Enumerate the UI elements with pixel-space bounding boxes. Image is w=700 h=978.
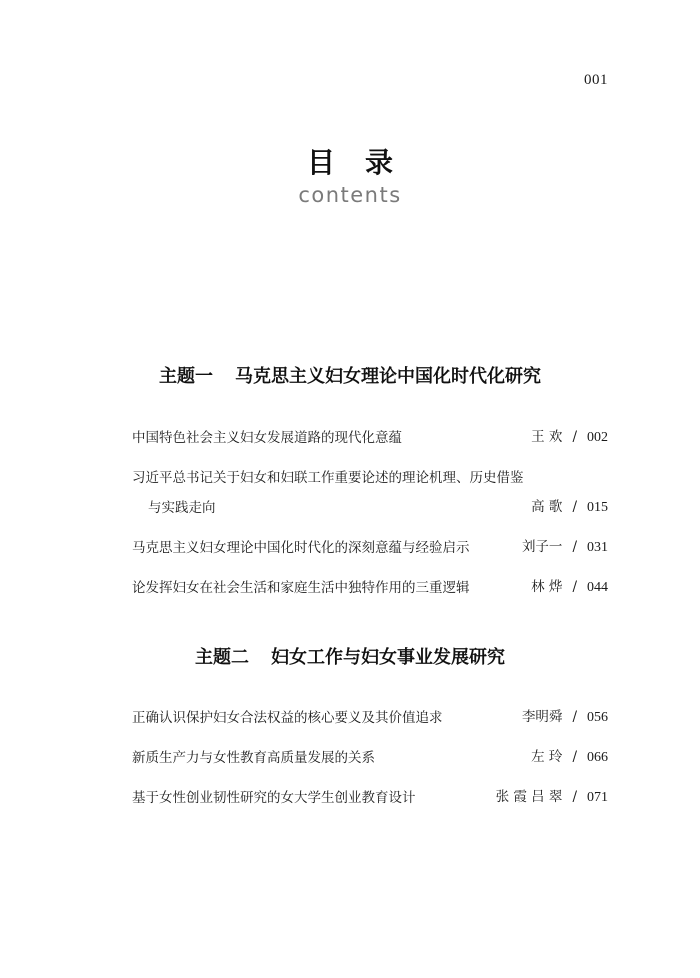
entry-author: 左 玲 [531, 749, 563, 765]
entry-separator: / [572, 749, 577, 765]
entry-meta [531, 497, 608, 518]
entry-separator: / [572, 789, 577, 805]
entry-title: 基于女性创业韧性研究的女大学生创业教育设计 [132, 790, 416, 806]
entry-author: 张 霞 吕 翠 [495, 789, 563, 805]
entry-meta [531, 427, 608, 448]
toc-entry[interactable] [132, 748, 608, 768]
toc-title-block [0, 146, 700, 208]
section-heading [0, 364, 700, 390]
toc-entry-list [132, 708, 608, 828]
entry-author: 林 烨 [531, 579, 563, 595]
section-name: 马克思主义妇女理论中国化时代化研究 [235, 366, 541, 387]
entry-title: 论发挥妇女在社会生活和家庭生活中独特作用的三重逻辑 [132, 580, 470, 596]
entry-page: 031 [587, 540, 608, 555]
entry-separator: / [572, 709, 577, 725]
entry-title-continued: 与实践走向 [148, 500, 216, 516]
entry-meta [531, 747, 608, 768]
entry-meta [531, 577, 608, 598]
entry-separator: / [572, 499, 577, 515]
toc-entry[interactable] [132, 538, 608, 558]
entry-author: 高 歌 [531, 499, 563, 515]
entry-author: 王 欢 [531, 429, 563, 445]
entry-author: 刘子一 [521, 539, 563, 555]
toc-entry[interactable] [132, 468, 608, 518]
entry-page: 044 [587, 580, 608, 595]
toc-entry[interactable] [132, 428, 608, 448]
entry-author: 李明舜 [521, 709, 563, 725]
section-name: 妇女工作与妇女事业发展研究 [271, 647, 505, 668]
toc-entry[interactable] [132, 708, 608, 728]
page-number: 001 [584, 72, 608, 88]
entry-separator: / [572, 429, 577, 445]
entry-page: 002 [587, 430, 608, 445]
entry-title: 正确认识保护妇女合法权益的核心要义及其价值追求 [132, 710, 443, 726]
entry-meta [522, 707, 608, 728]
toc-entry-list [132, 428, 608, 618]
toc-subtitle: contents [298, 183, 402, 207]
entry-page: 015 [587, 500, 608, 515]
section-theme-2 [0, 645, 700, 806]
entry-title: 中国特色社会主义妇女发展道路的现代化意蕴 [132, 430, 402, 446]
entry-separator: / [572, 539, 577, 555]
section-theme-1 [0, 364, 700, 596]
entry-title: 马克思主义妇女理论中国化时代化的深刻意蕴与经验启示 [132, 540, 470, 556]
entry-title: 习近平总书记关于妇女和妇联工作重要论述的理论机理、历史借鉴 [132, 470, 524, 486]
toc-entry[interactable] [132, 578, 608, 598]
toc-title: 目录 [306, 146, 423, 179]
section-label: 主题一 [159, 366, 213, 387]
entry-page: 071 [587, 790, 608, 805]
entry-page: 056 [587, 710, 608, 725]
entry-separator: / [572, 579, 577, 595]
toc-entry[interactable] [132, 788, 608, 808]
entry-meta [496, 787, 608, 808]
section-heading [0, 645, 700, 671]
section-label: 主题二 [195, 647, 249, 668]
entry-title: 新质生产力与女性教育高质量发展的关系 [132, 750, 375, 766]
entry-page: 066 [587, 750, 608, 765]
entry-meta [522, 537, 608, 558]
